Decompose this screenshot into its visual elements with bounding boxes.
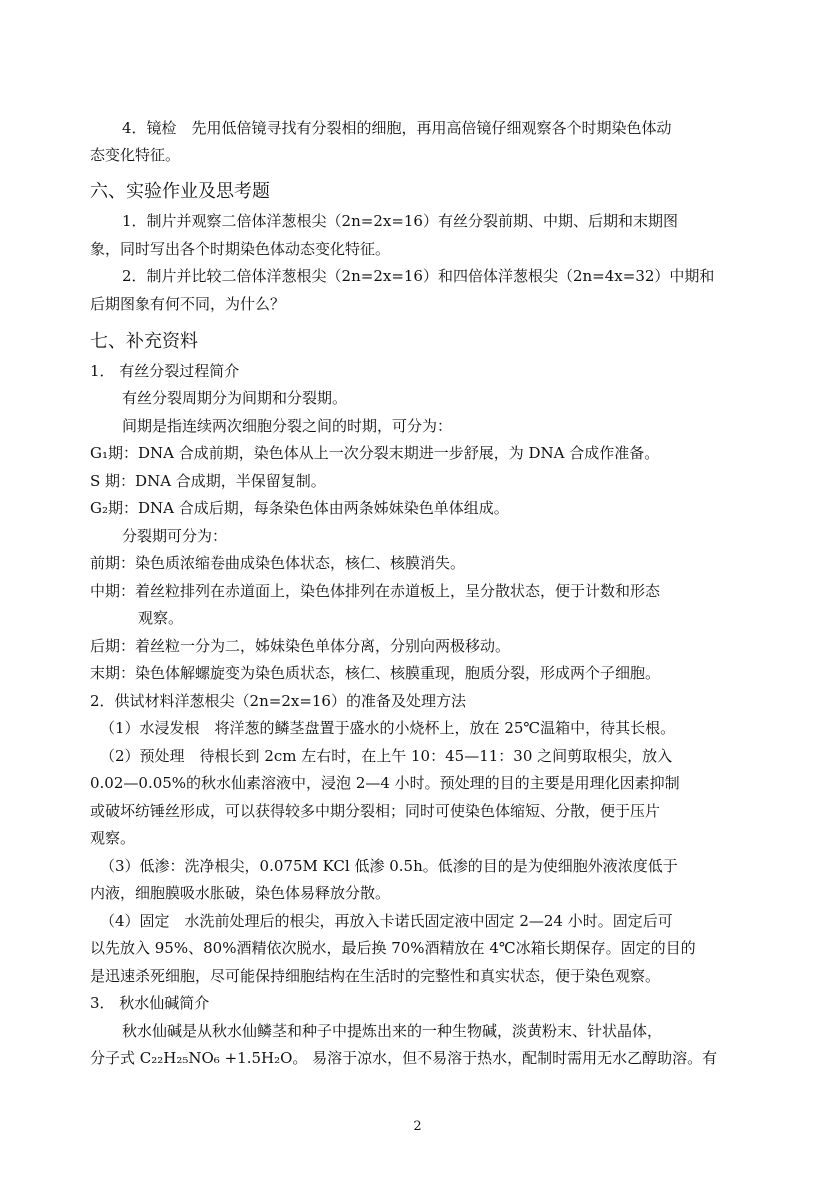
assignment-1-line-1: 1．制片并观察二倍体洋葱根尖（2n=2x=16）有丝分裂前期、中期、后期和末期图 <box>122 212 678 230</box>
step-2-pretreat-line-3: 或破坏纺锤丝形成，可以获得较多中期分裂相；同时可使染色体缩短、分散，便于压片 <box>90 802 661 820</box>
step-2-pretreat-line-2: 0.02—0.05%的秋水仙素溶液中，浸泡 2—4 小时。预处理的目的主要是用理化因素抑制 <box>90 774 680 792</box>
colchicine-line-2: 分子式 C₂₂H₂₅NO₆ +1.5H₂O。 易溶于凉水，但不易溶于热水，配制时需用无水乙醇助溶。有 <box>90 1049 718 1067</box>
step-1-water-soak: （1）水浸发根 将洋葱的鳞茎盘置于盛水的小烧杯上，放在 25℃温箱中，待其长根。 <box>100 719 676 737</box>
mitosis-intro: 有丝分裂周期分为间期和分裂期。 <box>122 389 348 407</box>
step-4-fixation-line-2: 以先放入 95%、80%酒精依次脱水，最后换 70%酒精放在 4℃冰箱长期保存。固定的目的 <box>90 939 696 957</box>
section-6-heading: 六、实验作业及思考题 <box>90 181 270 202</box>
division-intro: 分裂期可分为： <box>122 527 228 545</box>
step-4-fixation-line-3: 是迅速杀死细胞，尽可能保持细胞结构在生活时的完整性和真实状态，便于染色观察。 <box>90 967 661 985</box>
g2-phase: G₂期：DNA 合成后期，每条染色体由两条姊妹染色单体组成。 <box>90 499 509 517</box>
subsection-3-heading: 3． 秋水仙碱简介 <box>90 994 210 1012</box>
assignment-2-line-1: 2．制片并比较二倍体洋葱根尖（2n=2x=16）和四倍体洋葱根尖（2n=4x=32）中期和 <box>122 267 715 285</box>
telophase: 末期：染色体解螺旋变为染色质状态，核仁、核膜重现，胞质分裂，形成两个子细胞。 <box>90 664 661 682</box>
colchicine-line-1: 秋水仙碱是从秋水仙鳞茎和种子中提炼出来的一种生物碱，淡黄粉末、针状晶体， <box>122 1022 663 1040</box>
metaphase-line-1: 中期：着丝粒排列在赤道面上，染色体排列在赤道板上，呈分散状态，便于计数和形态 <box>90 582 661 600</box>
step-2-pretreat-line-4: 观察。 <box>90 829 136 847</box>
step-3-hypotonic-line-1: （3）低渗：洗净根尖，0.075M KCl 低渗 0.5h。低渗的目的是为使细胞外液浓度低于 <box>100 857 678 875</box>
step-4-line-1: 4．镜检 先用低倍镜寻找有分裂相的细胞，再用高倍镜仔细观察各个时期染色体动 <box>122 119 672 137</box>
anaphase: 后期：着丝粒一分为二，姊妹染色单体分离，分别向两极移动。 <box>90 637 511 655</box>
metaphase-line-2: 观察。 <box>138 609 184 627</box>
page-number: 2 <box>413 1119 422 1134</box>
g1-phase: G₁期：DNA 合成前期，染色体从上一次分裂末期进一步舒展，为 DNA 合成作准备。 <box>90 444 660 462</box>
s-phase: S 期：DNA 合成期，半保留复制。 <box>90 472 326 490</box>
step-4-fixation-line-1: （4）固定 水洗前处理后的根尖，再放入卡诺氏固定液中固定 2—24 小时。固定后可 <box>100 912 673 930</box>
prophase: 前期：染色质浓缩卷曲成染色体状态，核仁、核膜消失。 <box>90 554 466 572</box>
section-7-heading: 七、补充资料 <box>90 331 198 352</box>
subsection-1-heading: 1． 有丝分裂过程简介 <box>90 362 240 380</box>
subsection-2-heading: 2．供试材料洋葱根尖（2n=2x=16）的准备及处理方法 <box>90 692 466 710</box>
step-3-hypotonic-line-2: 内液，细胞膜吸水胀破，染色体易释放分散。 <box>90 884 391 902</box>
interphase-intro: 间期是指连续两次细胞分裂之间的时期，可分为： <box>122 417 453 435</box>
assignment-2-line-2: 后期图象有何不同，为什么？ <box>90 295 286 313</box>
assignment-1-line-2: 象，同时写出各个时期染色体动态变化特征。 <box>90 240 391 258</box>
step-2-pretreat-line-1: （2）预处理 待根长到 2cm 左右时，在上午 10：45—11：30 之间剪取根尖，放入 <box>100 747 673 765</box>
step-4-line-2: 态变化特征。 <box>90 146 181 164</box>
